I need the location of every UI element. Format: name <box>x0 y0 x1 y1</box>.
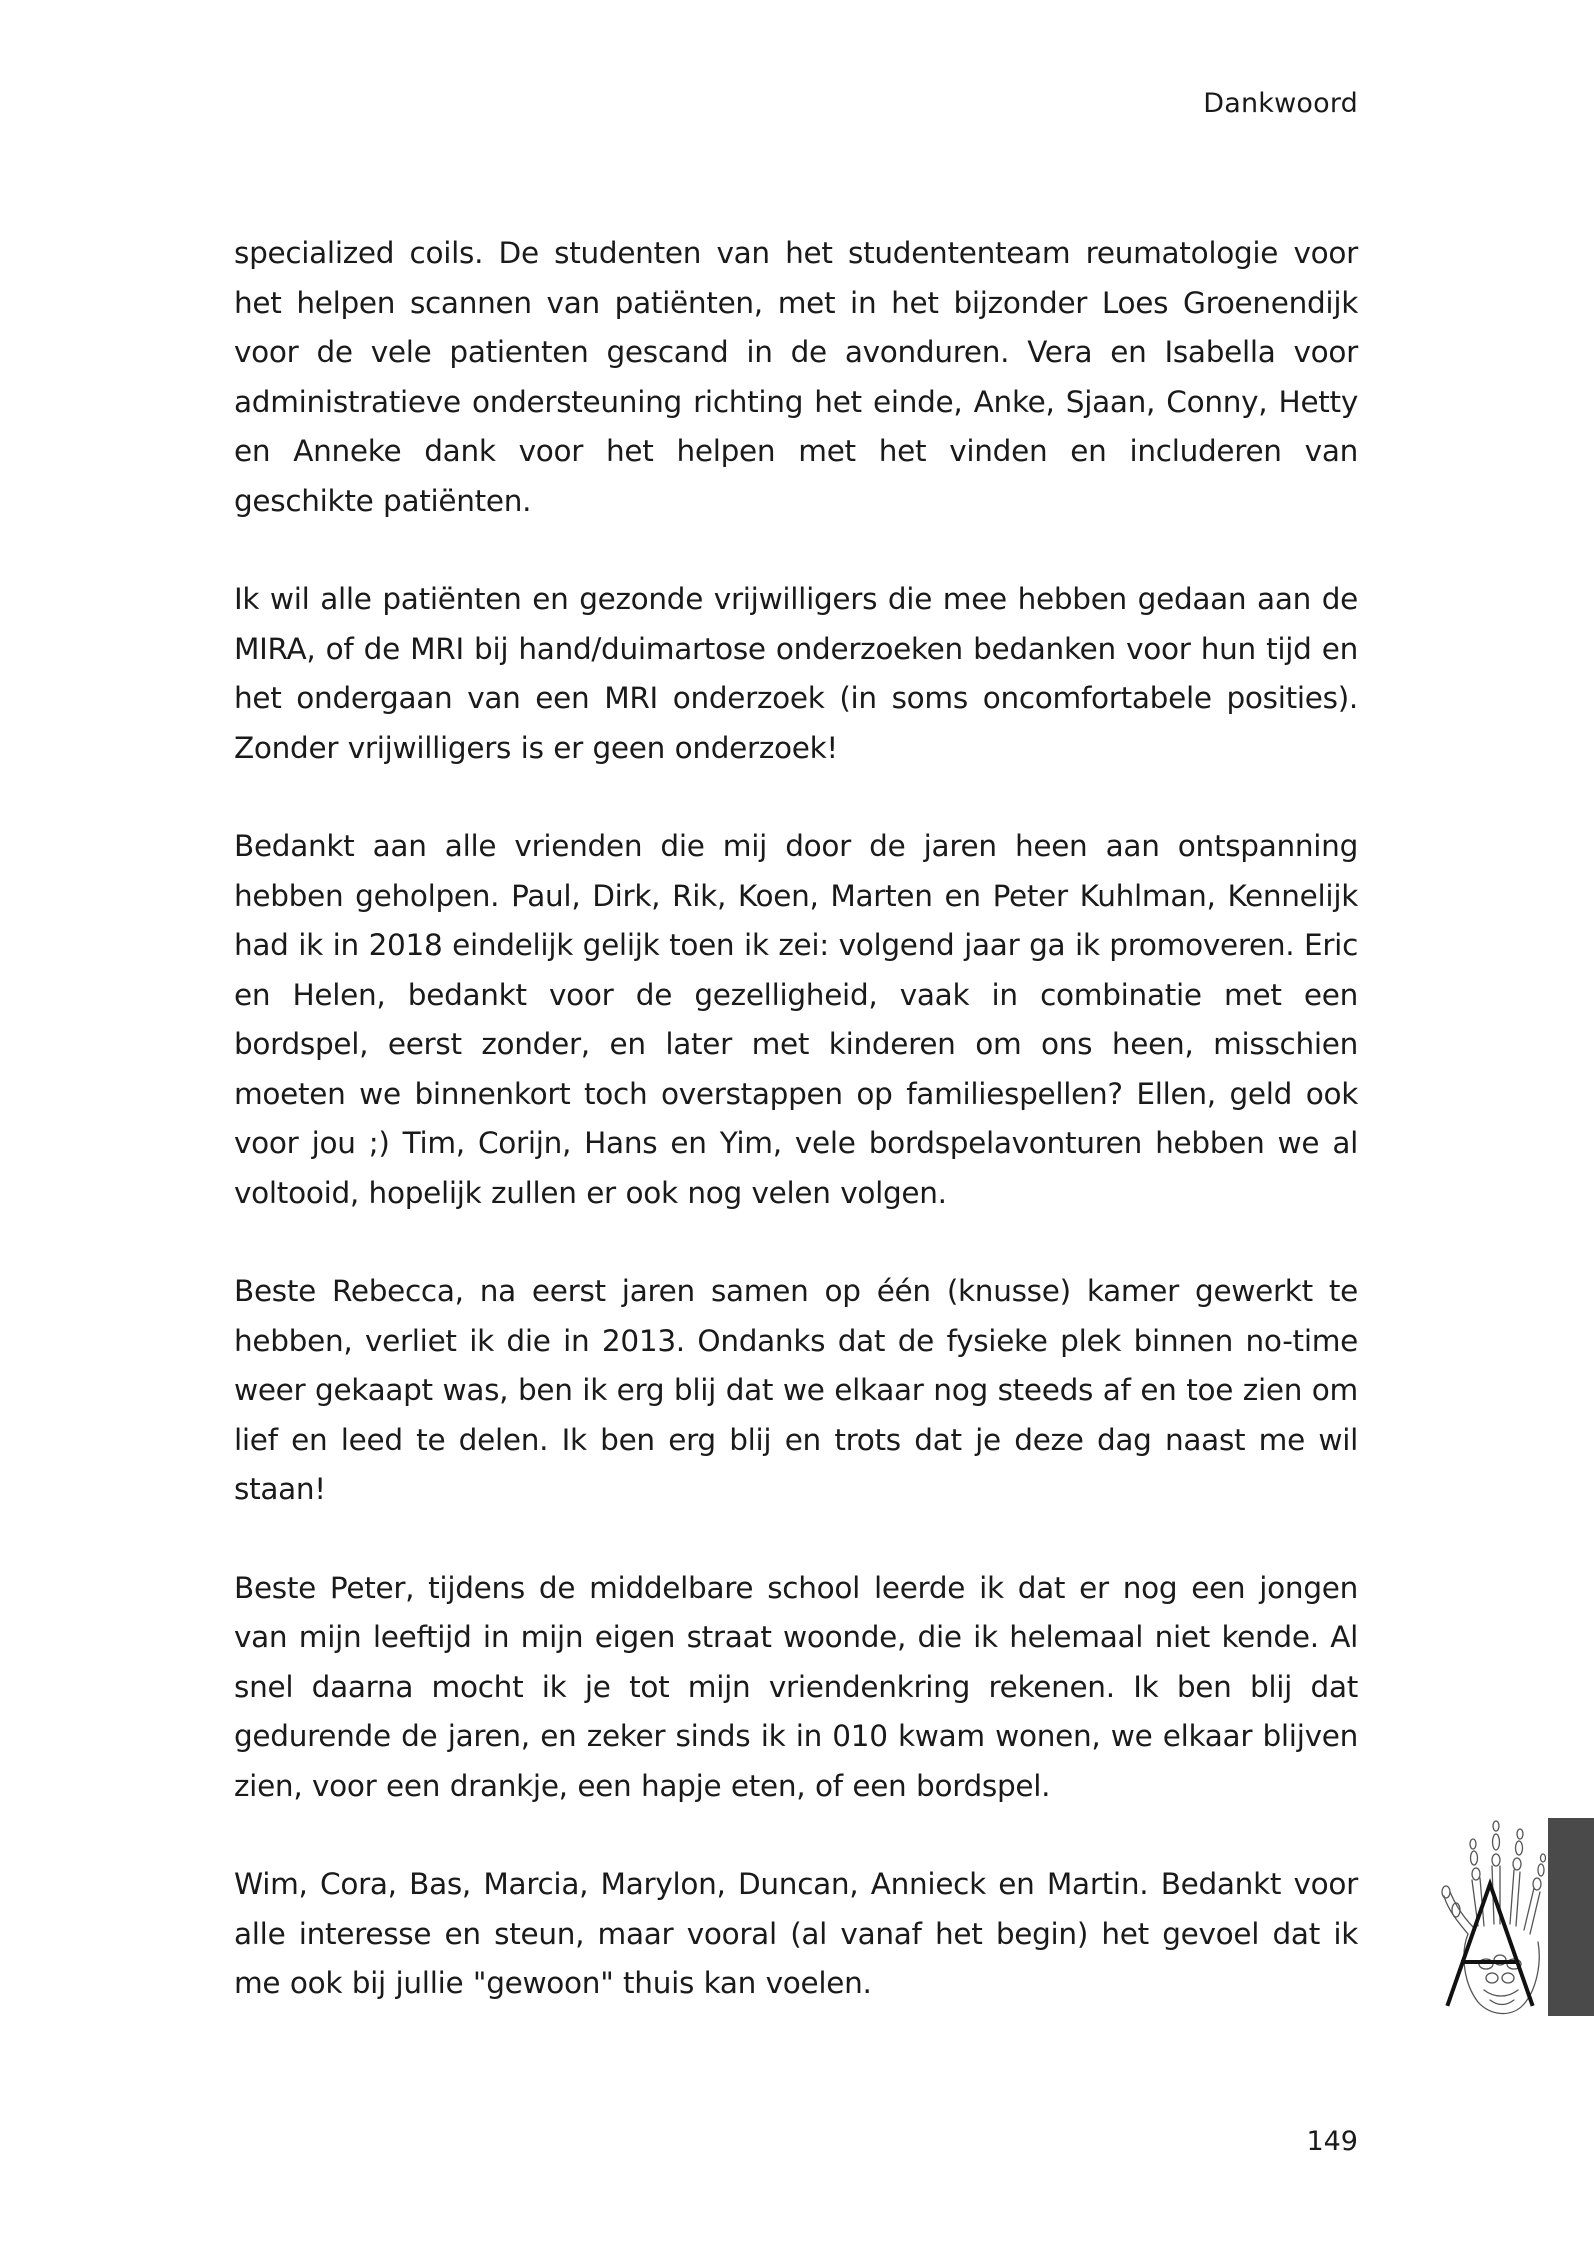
paragraph: Beste Peter, tijdens de middelbare school leerde ik dat er nog een jongen van mijn leeftijd in mijn eigen straat woonde, die ik helemaal niet kende. Al snel daarna mocht ik je tot mijn vriendenkring rekenen. Ik ben blij dat gedurende de jaren, en zeker sinds ik in 010 kwam wonen, we elkaar blijven zien, voor een drankje, een hapje eten, of een bordspel. <box>234 1570 1358 1803</box>
section-letter <box>0 0 1 1</box>
paragraph: Bedankt aan alle vrienden die mij door de jaren heen aan ontspanning hebben geholpen. Paul, Dirk, Rik, Koen, Marten en Peter Kuhlman, Kennelijk had ik in 2018 eindelijk gelijk toen ik zei: volgend jaar ga ik promoveren. Eric en Helen, bedankt voor de gezelligheid, vaak in combinatie met een bordspel, eerst zonder, en later met kinderen om ons heen, misschien moeten we binnenkort toch overstappen op familiespellen? Ellen, geld ook voor jou ;) Tim, Corijn, Hans en Yim, vele bordspelavonturen hebben we al voltooid, hopelijk zullen er ook nog velen volgen. <box>234 829 1358 1210</box>
paragraph: Beste Rebecca, na eerst jaren samen op één (knusse) kamer gewerkt te hebben, verliet ik die in 2013. Ondanks dat de fysieke plek binnen no-time weer gekaapt was, ben ik erg blij dat we elkaar nog steeds af en toe zien om lief en leed te delen. Ik ben erg blij en trots dat je deze dag naast me wil staan! <box>234 1274 1358 1506</box>
body-text <box>234 229 1358 2058</box>
paragraph: Wim, Cora, Bas, Marcia, Marylon, Duncan, Annieck en Martin. Bedankt voor alle interesse en steun, maar vooral (al vanaf het begin) het gevoel dat ik me ook bij jullie "gewoon" thuis kan voelen. <box>234 1867 1358 2000</box>
running-header: Dankwoord <box>1203 88 1358 119</box>
chapter-tab-bar <box>1548 1818 1594 2016</box>
paragraph: Ik wil alle patiënten en gezonde vrijwilligers die mee hebben gedaan aan de MIRA, of de MRI bij hand/duimartose onderzoeken bedanken voor hun tijd en het ondergaan van een MRI onderzoek (in soms oncomfortabele posities). Zonder vrijwilligers is er geen onderzoek! <box>234 582 1358 765</box>
page-number: 149 <box>1306 2126 1358 2157</box>
paragraph: specialized coils. De studenten van het studententeam reumatologie voor het helpen scannen van patiënten, met in het bijzonder Loes Groenendijk voor de vele patienten gescand in de avonduren. Vera en Isabella voor administratieve ondersteuning richting het einde, Anke, Sjaan, Conny, Hetty en Anneke dank voor het helpen met het vinden en includeren van geschikte patiënten. <box>234 236 1358 518</box>
hand-skeleton-icon <box>1438 1814 1562 2022</box>
chapter-tab <box>1548 1818 1594 2016</box>
